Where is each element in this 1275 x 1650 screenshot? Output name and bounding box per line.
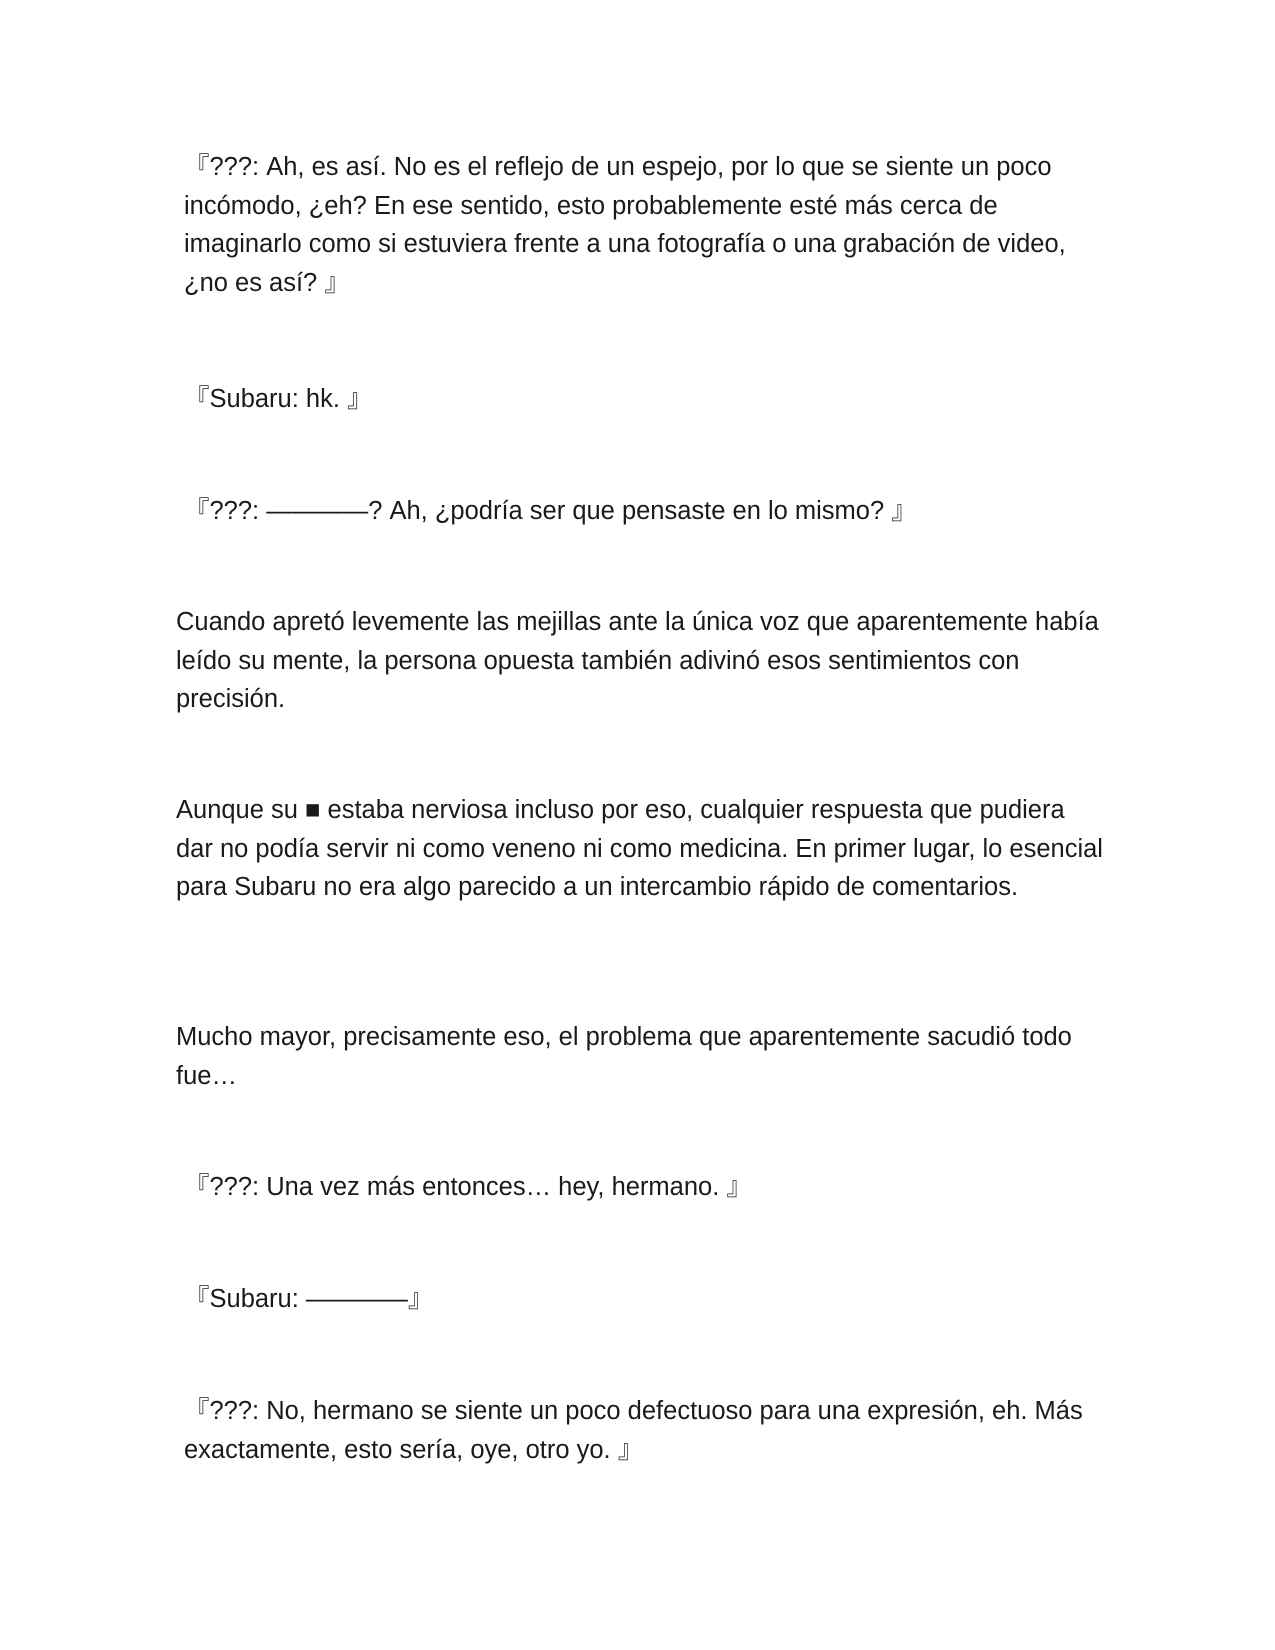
paragraph-dialogue-6: 『???: No, hermano se siente un poco defectuoso para una expresión, eh. Más exactamente, esto sería, oye, otro yo. 』 [184, 1397, 1083, 1464]
paragraph-dialogue-1: 『???: Ah, es así. No es el reflejo de un espejo, por lo que se siente un poco incómodo, ¿eh? En ese sentido, esto probablemente esté más cerca de imaginarlo como si estuviera frente a una fotografía o una grabación de video, ¿no es así? 』 [184, 153, 1066, 297]
paragraph-narration-2: Aunque su ■ estaba nerviosa incluso por eso, cualquier respuesta que pudiera dar no podía servir ni como veneno ni como medicina. En primer lugar, lo esencial para Subaru no era algo parecido a un intercambio rápido de comentarios. [176, 796, 1103, 901]
paragraph-dialogue-2: 『Subaru: hk. 』 [184, 385, 373, 413]
paragraph-dialogue-4: 『???: Una vez más entonces… hey, hermano. 』 [184, 1173, 752, 1201]
paragraph-dialogue-3: 『???: ————? Ah, ¿podría ser que pensaste en lo mismo? 』 [184, 497, 917, 525]
paragraph-narration-1: Cuando apretó levemente las mejillas ante la única voz que aparentemente había leído su mente, la persona opuesta también adivinó esos sentimientos con precisión. [176, 608, 1099, 713]
paragraph-narration-3: Mucho mayor, precisamente eso, el problema que aparentemente sacudió todo fue… [176, 1023, 1072, 1090]
paragraph-dialogue-5: 『Subaru: ————』 [184, 1285, 434, 1313]
